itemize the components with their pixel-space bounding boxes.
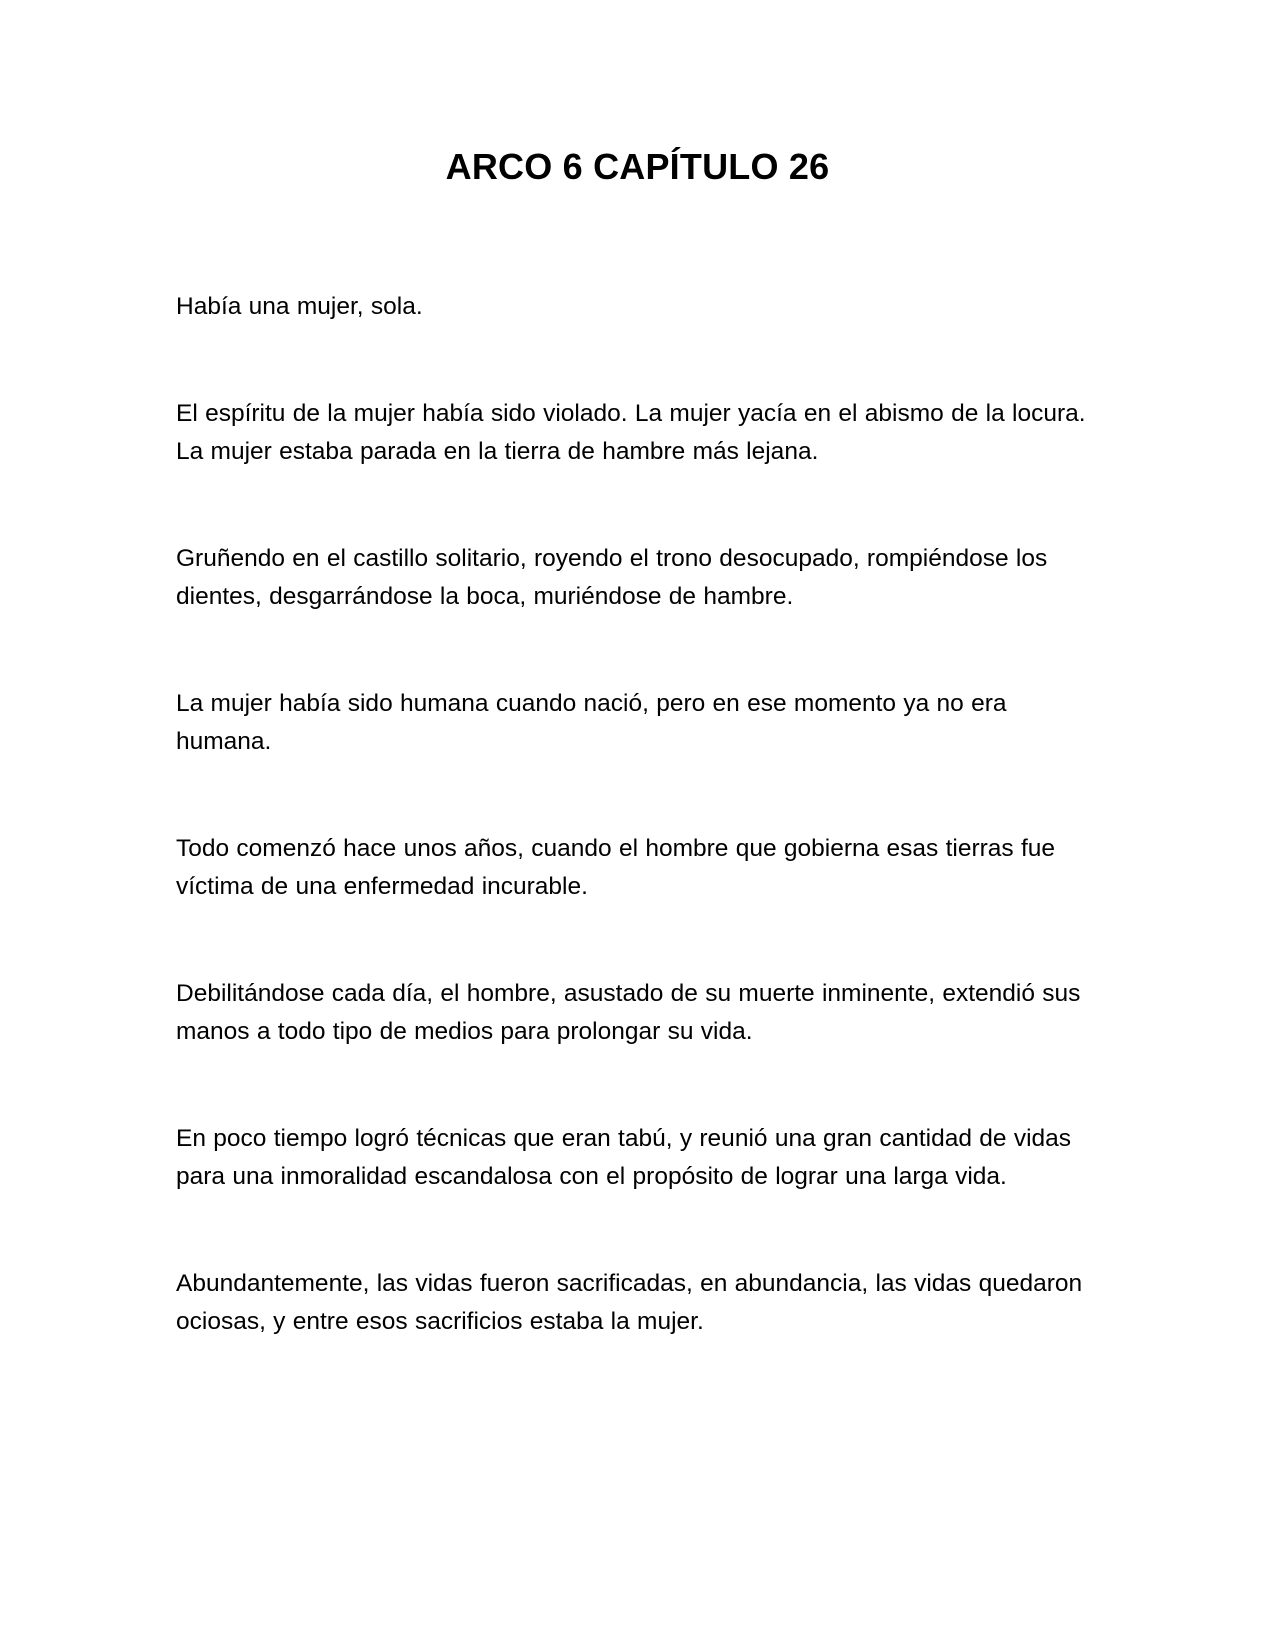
paragraph-7: En poco tiempo logró técnicas que eran tabú, y reunió una gran cantidad de vidas para una inmoralidad escandalosa con el propósito de lograr una larga vida. [176,1125,1072,1190]
paragraph-5: Todo comenzó hace unos años, cuando el hombre que gobierna esas tierras fue víctima de una enfermedad incurable. [176,835,1056,900]
paragraph-3: Gruñendo en el castillo solitario, royendo el trono desocupado, rompiéndose los dientes, desgarrándose la boca, muriéndose de hambre. [176,545,1048,610]
paragraph-1: Había una mujer, sola. [176,293,423,320]
paragraph-2: El espíritu de la mujer había sido violado. La mujer yacía en el abismo de la locura. La mujer estaba parada en la tierra de hambre más lejana. [176,400,1086,465]
paragraph-6: Debilitándose cada día, el hombre, asustado de su muerte inminente, extendió sus manos a todo tipo de medios para prolongar su vida. [176,980,1081,1045]
chapter-title: ARCO 6 CAPÍTULO 26 [445,146,830,187]
paragraph-4: La mujer había sido humana cuando nació, pero en ese momento ya no era humana. [176,690,1007,755]
chapter-body [176,288,1096,1410]
paragraph-8: Abundantemente, las vidas fueron sacrificadas, en abundancia, las vidas quedaron ociosas, y entre esos sacrificios estaba la mujer. [176,1270,1083,1335]
